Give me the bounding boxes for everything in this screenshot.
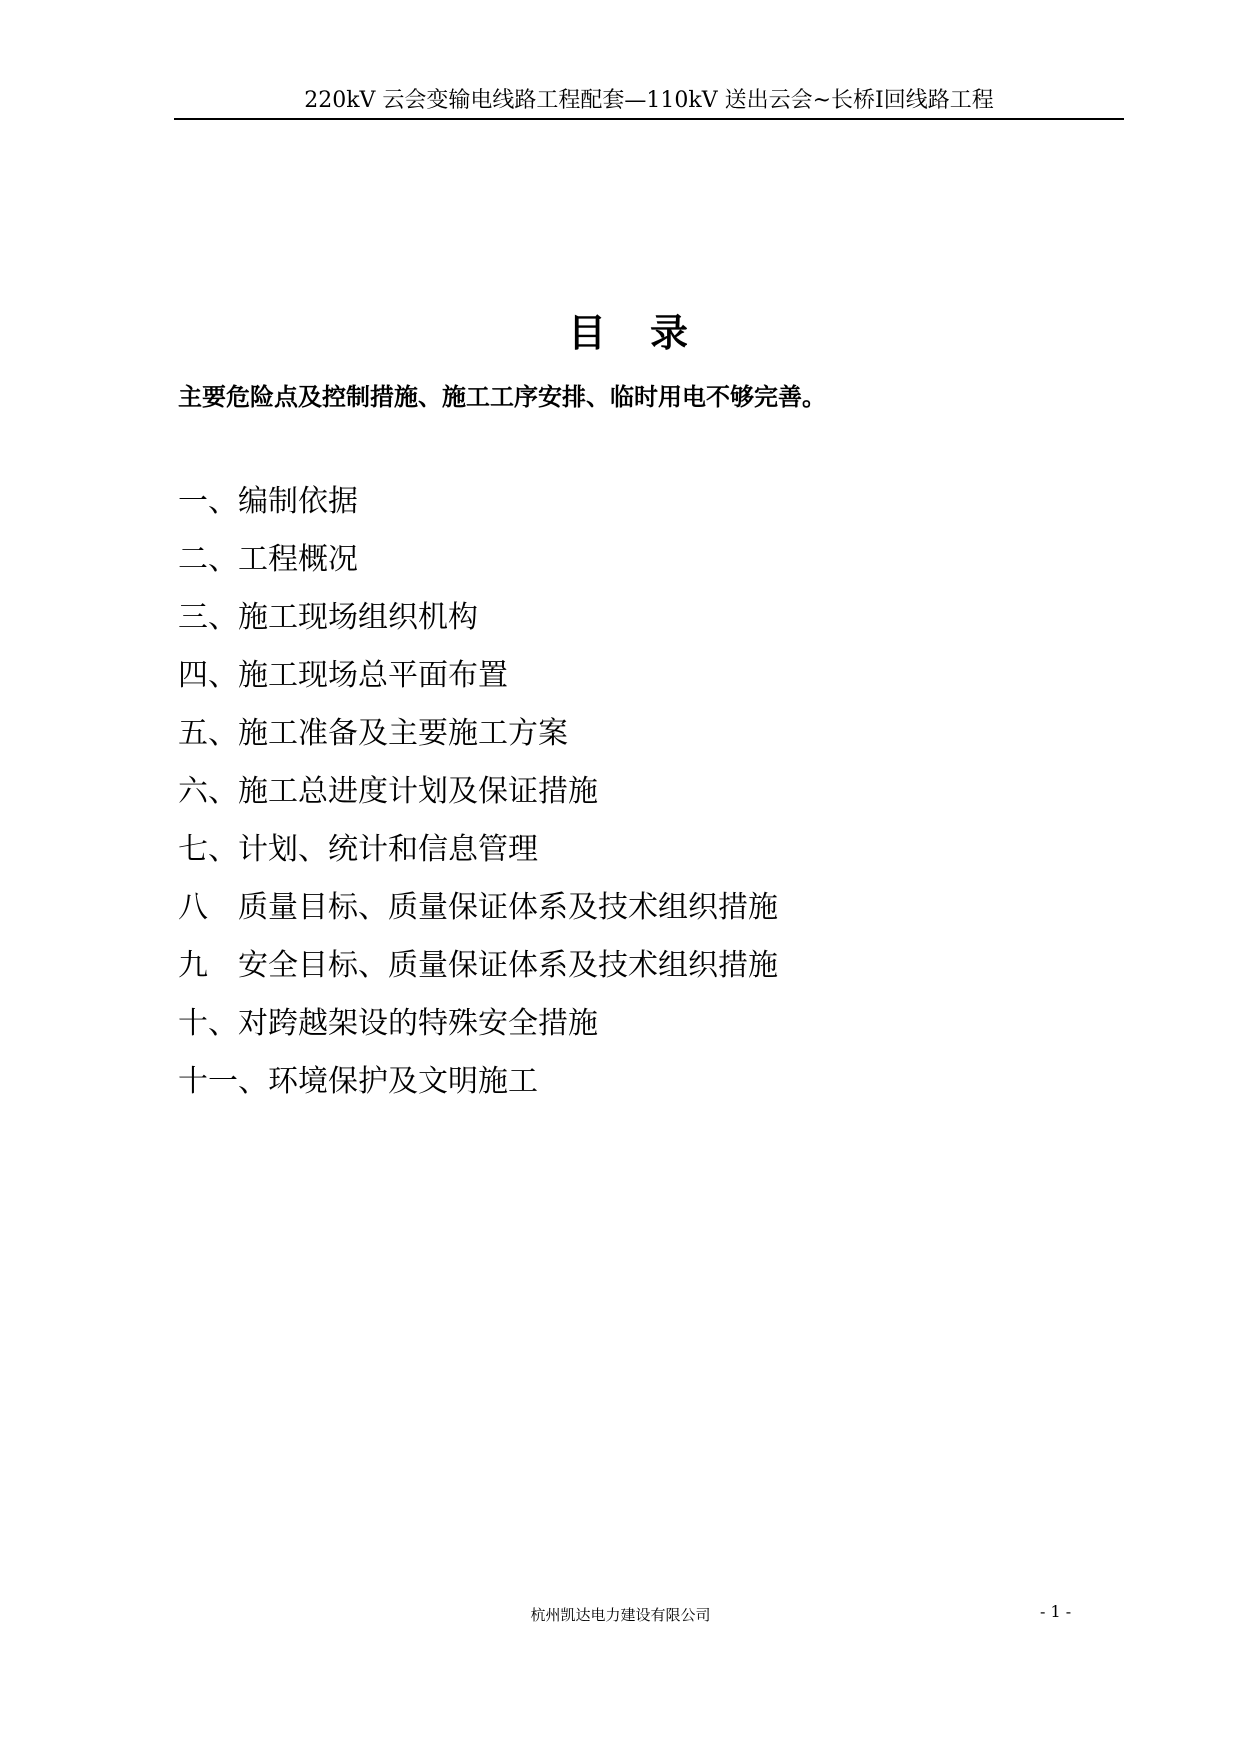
note-text: 主要危险点及控制措施、施工工序安排、临时用电不够完善。 bbox=[178, 383, 826, 411]
toc-item: 三、施工现场组织机构 bbox=[178, 600, 478, 635]
toc-item: 十、对跨越架设的特殊安全措施 bbox=[178, 1006, 598, 1041]
footer-company: 杭州凯达电力建设有限公司 bbox=[530, 1606, 711, 1624]
toc-item: 四、施工现场总平面布置 bbox=[178, 658, 508, 693]
running-header: 220kV 云会变输电线路工程配套—110kV 送出云会~长桥Ⅰ回线路工程 bbox=[304, 88, 994, 113]
header-divider bbox=[174, 118, 1124, 120]
toc-item: 七、计划、统计和信息管理 bbox=[178, 832, 538, 867]
toc-item: 九 安全目标、质量保证体系及技术组织措施 bbox=[178, 948, 778, 983]
toc-title: 目录 bbox=[567, 311, 732, 355]
toc-item: 二、工程概况 bbox=[178, 542, 358, 577]
page-number: - 1 - bbox=[1040, 1602, 1072, 1621]
toc-item: 十一、环境保护及文明施工 bbox=[178, 1064, 538, 1099]
toc-item: 一、编制依据 bbox=[178, 484, 358, 519]
table-of-contents bbox=[178, 480, 778, 1118]
toc-item: 八 质量目标、质量保证体系及技术组织措施 bbox=[178, 890, 778, 925]
toc-item: 五、施工准备及主要施工方案 bbox=[178, 716, 568, 751]
toc-item: 六、施工总进度计划及保证措施 bbox=[178, 774, 598, 809]
